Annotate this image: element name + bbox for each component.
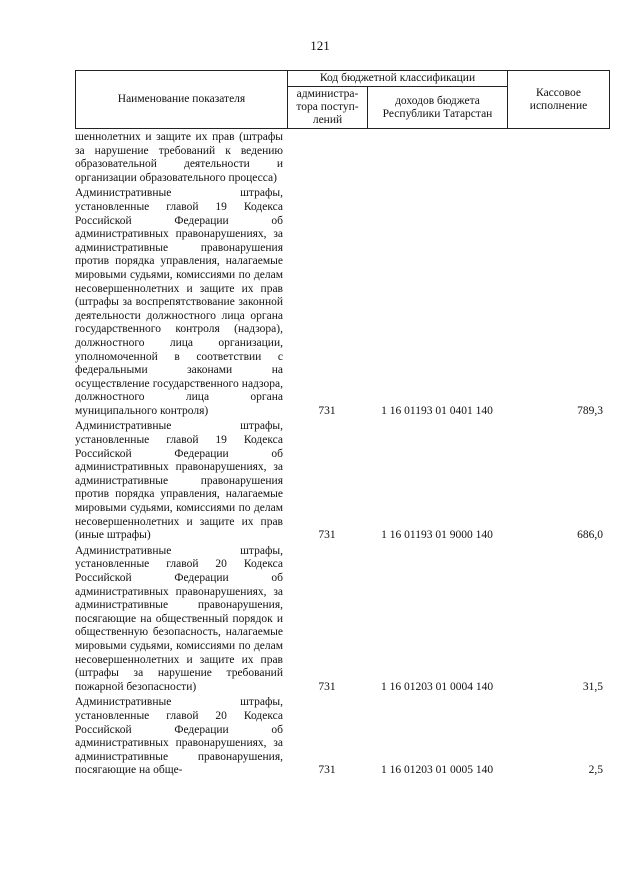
page-number: 121: [310, 38, 330, 53]
row-code: 1 16 01203 01 0004 140: [380, 680, 494, 693]
row-admin: 731: [318, 529, 336, 542]
row-admin: 731: [318, 404, 336, 417]
row-admin: 731: [318, 764, 336, 777]
row-amount: 686,0: [577, 529, 603, 542]
row-code: 1 16 01203 01 0005 140: [380, 764, 494, 777]
table-body: [75, 131, 609, 778]
row-admin: 731: [318, 680, 336, 693]
row-amount: [507, 131, 609, 185]
row-name: Административные штрафы, установленные главой 19 Кодекса Российской Федерации об административных правонарушениях, за административные правонарушения против порядка управления, налагаемые мировыми судьями, комиссиями по делам несовершеннолетних и защите их прав (иные штрафы): [75, 420, 283, 542]
row-name: Административные штрафы, установленные главой 19 Кодекса Российской Федерации об административных правонарушениях, за административные правонарушения против порядка управления, налагаемые мировыми судьями, комиссиями по делам несовершеннолетних и защите их прав (штрафы за воспрепятствование законной деятельности должностного лица органа государственного контроля (надзора), должностного лица организации, уполномоченной в соответствии с федеральными законами на осуществление государственного надзора, должностного лица органа муниципального контроля): [75, 187, 283, 417]
row-amount: 789,3: [577, 404, 603, 417]
header-admin: администра-тора поступ-лений: [288, 87, 368, 129]
header-name: Наименование показателя: [76, 71, 288, 129]
row-name: Административные штрафы, установленные главой 20 Кодекса Российской Федерации об административных правонарушениях, за административные правонарушения, посягающие на обще-: [75, 696, 283, 777]
row-code: 1 16 01193 01 9000 140: [381, 529, 493, 542]
table-row: [75, 696, 609, 778]
header-execution: Кассовое исполнение: [508, 71, 610, 129]
table-row: [75, 545, 609, 695]
row-name: Административные штрафы, установленные главой 20 Кодекса Российской Федерации об административных правонарушениях, за административные правонарушения, посягающие на общественный порядок и общественную безопасность, налагаемые мировыми судьями, комиссиями по делам несовершеннолетних и защите их прав (штрафы за нарушение требований пожарной безопасности): [75, 544, 283, 693]
table-row: [75, 187, 609, 418]
table-header: [75, 70, 610, 129]
row-code: [367, 131, 507, 185]
header-budget: доходов бюджета Республики Татарстан: [368, 87, 508, 129]
table-row: [75, 131, 609, 185]
budget-table: [75, 70, 609, 778]
row-admin: [287, 131, 367, 185]
row-amount: 2,5: [588, 764, 603, 777]
row-name: шеннолетних и защите их прав (штрафы за нарушение требований к ведению образовательной деятельности и организации образовательного процесса): [75, 131, 283, 184]
table-row: [75, 420, 609, 542]
row-code: 1 16 01193 01 0401 140: [381, 404, 493, 417]
row-amount: 31,5: [582, 680, 603, 693]
header-classification: Код бюджетной классификации: [288, 71, 508, 87]
